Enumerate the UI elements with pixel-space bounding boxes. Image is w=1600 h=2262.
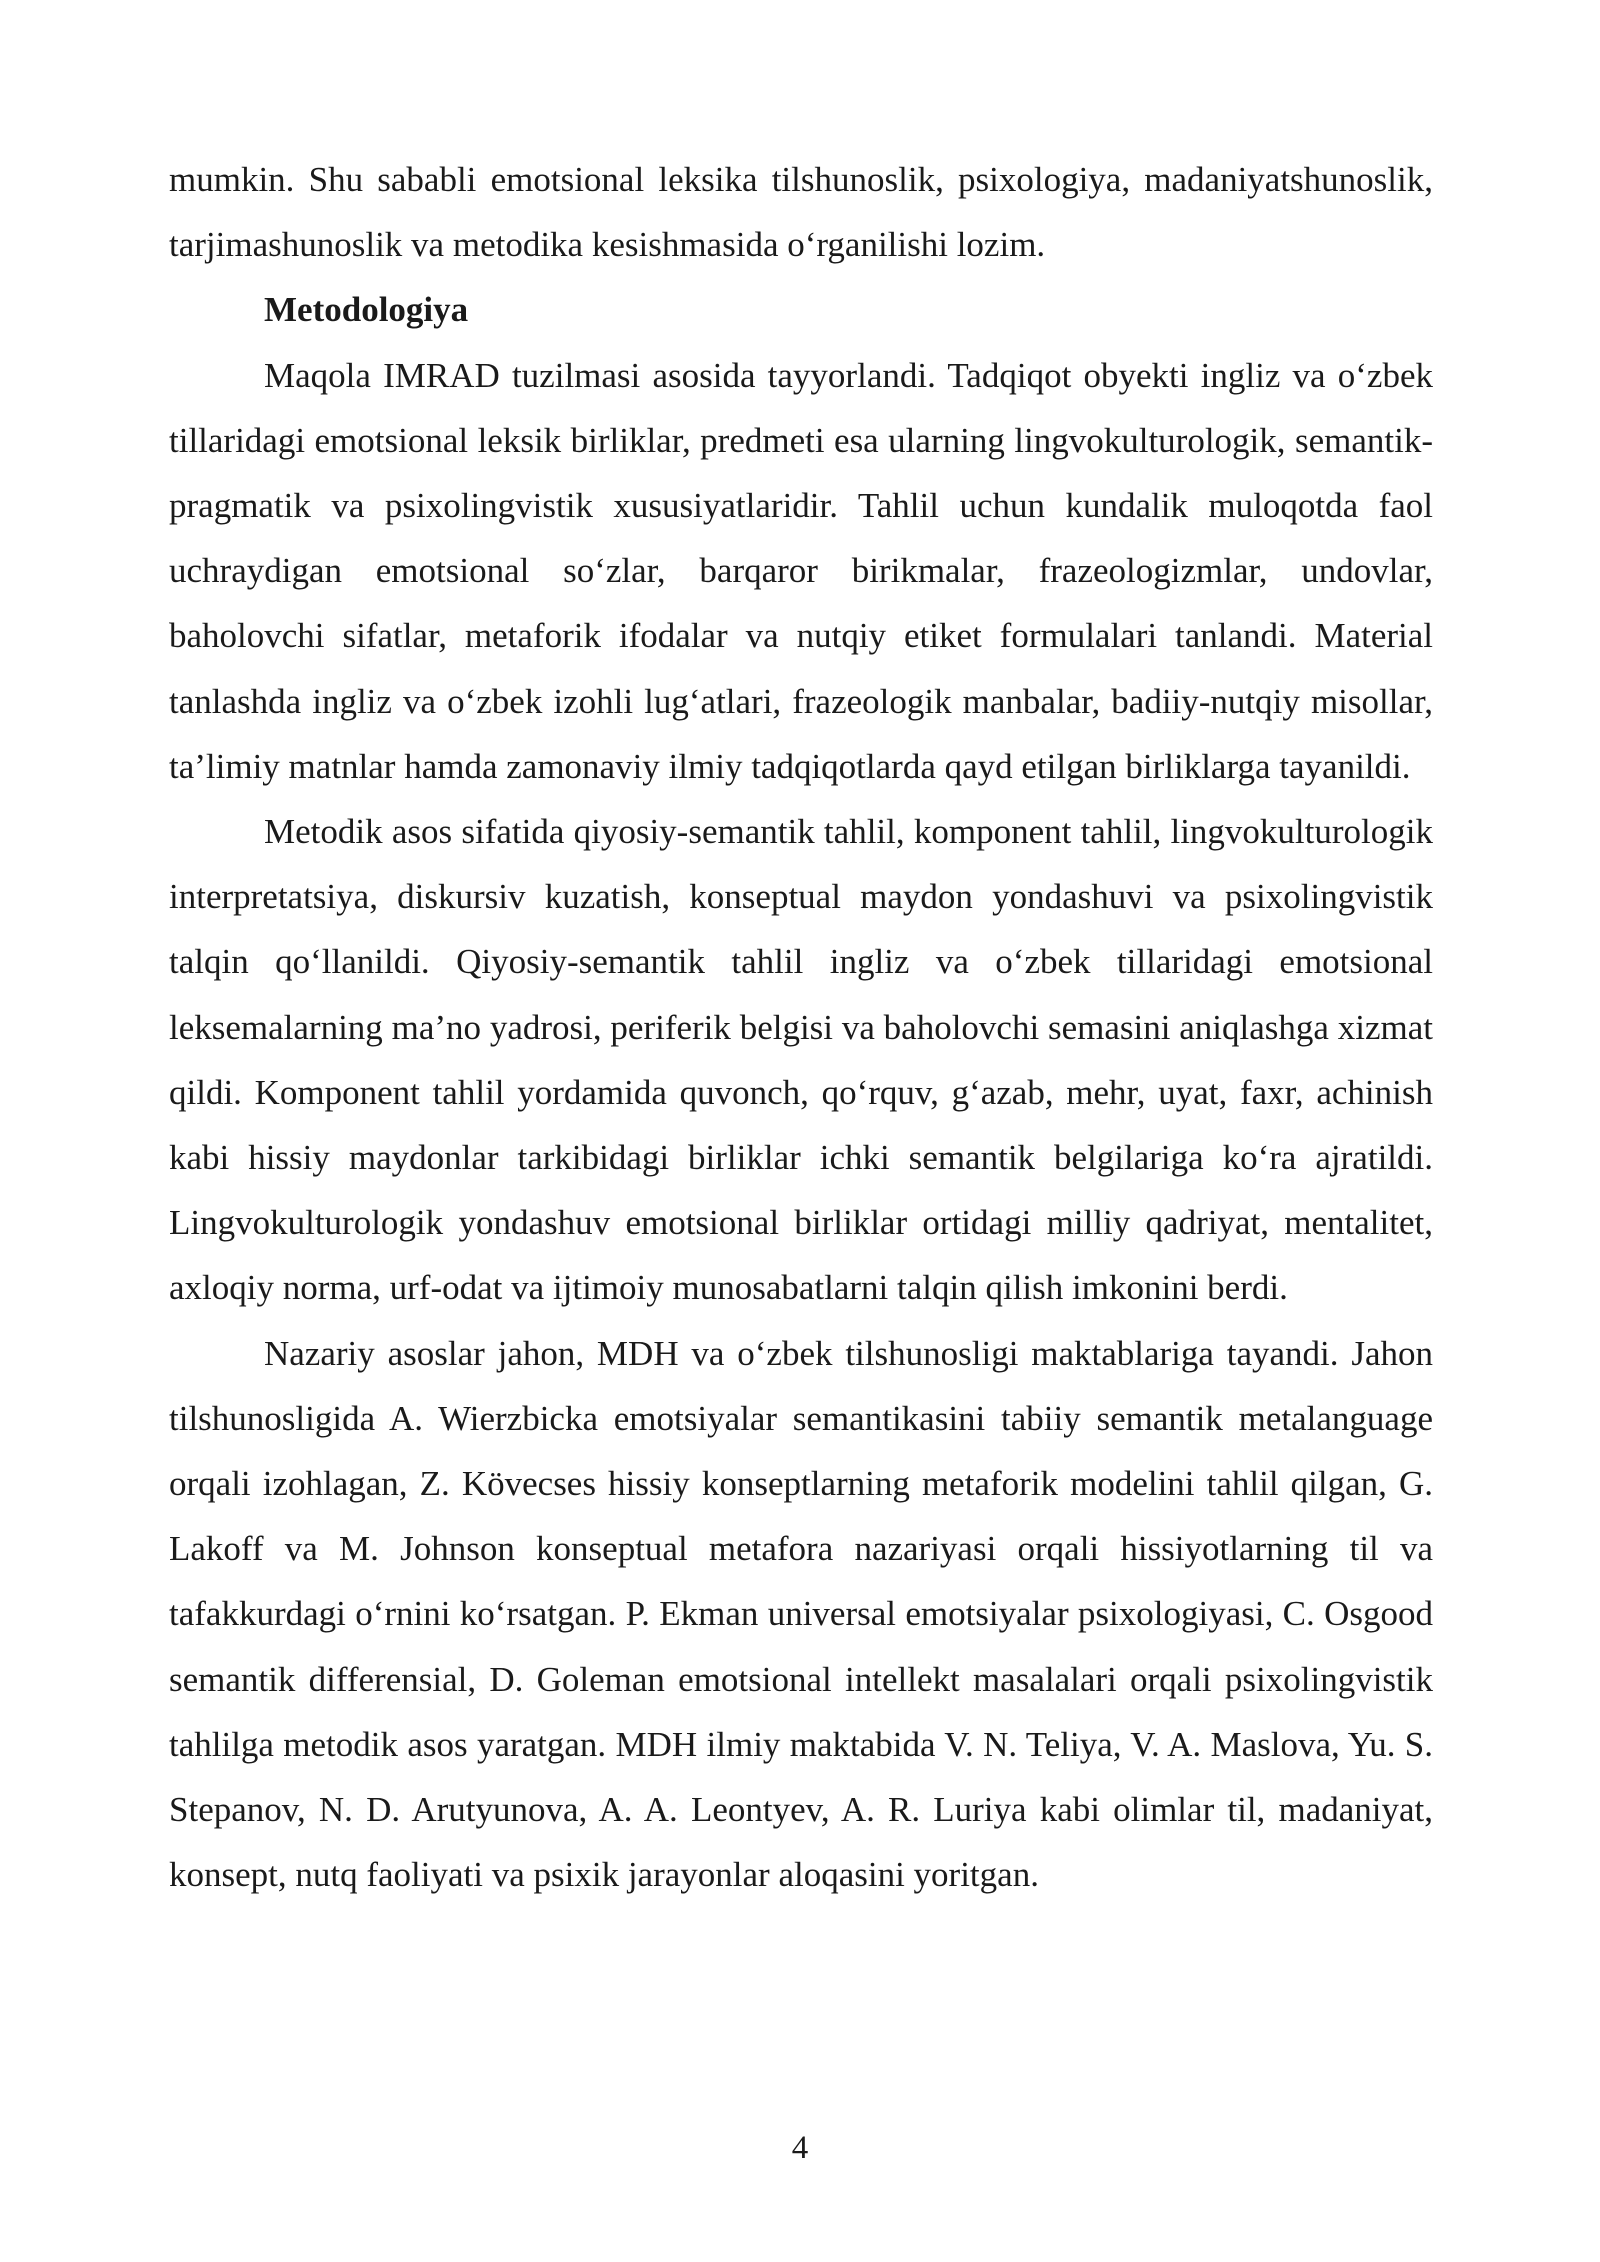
paragraph-1: Maqola IMRAD tuzilmasi asosida tayyorlandi. Tadqiqot obyekti ingliz va o‘zbek tillaridagi emotsional leksik birliklar, predmeti esa ularning lingvokulturologik, semantik-pragmatik va psixolingvistik xususiyatlaridir. Tahlil uchun kundalik muloqotda faol uchraydigan emotsional so‘zlar, barqaror birikmalar, frazeologizmlar, undovlar, baholovchi sifatlar, metaforik ifodalar va nutqiy etiket formulalari tanlandi. Material tanlashda ingliz va o‘zbek izohli lug‘atlari, frazeologik manbalar, badiiy-nutqiy misollar, ta’limiy matnlar hamda zamonaviy ilmiy tadqiqotlarda qayd etilgan birliklarga tayanildi. — [169, 355, 1433, 786]
continuation-paragraph: mumkin. Shu sababli emotsional leksika tilshunoslik, psixologiya, madaniyatshunoslik, tarjimashunoslik va metodika kesishmasida o‘rganilishi lozim. — [169, 160, 1433, 265]
section-heading: Metodologiya — [264, 290, 469, 330]
page-number: 4 — [791, 2130, 809, 2166]
paragraph-3: Nazariy asoslar jahon, MDH va o‘zbek tilshunosligi maktablariga tayandi. Jahon tilshunosligida A. Wierzbicka emotsiyalar semantikasini tabiiy semantik metalanguage orqali izohlagan, Z. Kövecses hissiy konseptlarning metaforik modelini tahlil qilgan, G. Lakoff va M. Johnson konseptual metafora nazariyasi orqali hissiyotlarning til va tafakkurdagi o‘rnini ko‘rsatgan. P. Ekman universal emotsiyalar psixologiyasi, C. Osgood semantik differensial, D. Goleman emotsional intellekt masalalari orqali psixolingvistik tahlilga metodik asos yaratgan. MDH ilmiy maktabida V. N. Teliya, V. A. Maslova, Yu. S. Stepanov, N. D. Arutyunova, A. A. Leontyev, A. R. Luriya kabi olimlar til, madaniyat, konsept, nutq faoliyati va psixik jarayonlar aloqasini yoritgan. — [169, 1333, 1433, 1895]
paragraph-2: Metodik asos sifatida qiyosiy-semantik tahlil, komponent tahlil, lingvokulturologik interpretatsiya, diskursiv kuzatish, konseptual maydon yondashuvi va psixolingvistik talqin qo‘llanildi. Qiyosiy-semantik tahlil ingliz va o‘zbek tillaridagi emotsional leksemalarning ma’no yadrosi, periferik belgisi va baholovchi semasini aniqlashga xizmat qildi. Komponent tahlil yordamida quvonch, qo‘rquv, g‘azab, mehr, uyat, faxr, achinish kabi hissiy maydonlar tarkibidagi birliklar ichki semantik belgilariga ko‘ra ajratildi. Lingvokulturologik yondashuv emotsional birliklar ortidagi milliy qadriyat, mentalitet, axloqiy norma, urf-odat va ijtimoiy munosabatlarni talqin qilish imkonini berdi. — [169, 812, 1433, 1308]
body-text — [169, 147, 1433, 1907]
